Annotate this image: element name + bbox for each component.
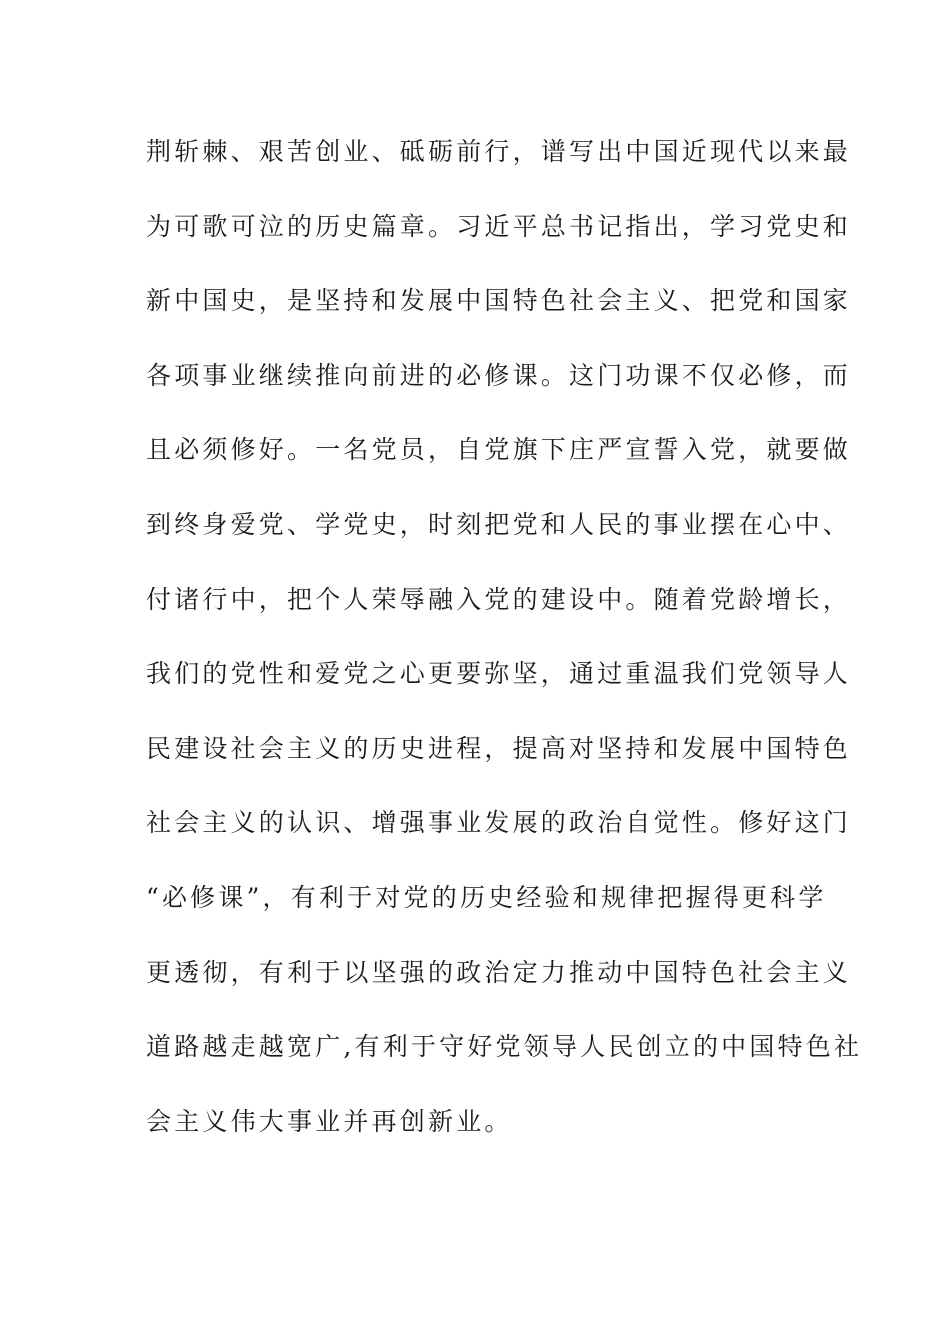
body-paragraph (146, 124, 863, 1168)
paragraph-line-8: 我们的党性和爱党之心更要弥坚，通过重温我们党领导人 (146, 659, 852, 689)
paragraph-line-2: 为可歌可泣的历史篇章。习近平总书记指出，学习党史和 (146, 211, 852, 241)
paragraph-line-9: 民建设社会主义的历史进程，提高对坚持和发展中国特色 (146, 733, 852, 763)
paragraph-line-12: 更透彻，有利于以坚强的政治定力推动中国特色社会主义 (146, 957, 852, 987)
paragraph-line-6: 到终身爱党、学党史，时刻把党和人民的事业摆在心中、 (146, 509, 852, 539)
paragraph-line-10: 社会主义的认识、增强事业发展的政治自觉性。修好这门 (146, 808, 852, 838)
paragraph-line-13: 道路越走越宽广,有利于守好党领导人民创立的中国特色社 (146, 1032, 863, 1062)
paragraph-line-7: 付诸行中，把个人荣辱融入党的建设中。随着党龄增长， (146, 584, 852, 614)
paragraph-line-1: 荆斩棘、艰苦创业、砥砺前行，谱写出中国近现代以来最 (146, 137, 852, 166)
paragraph-line-5: 且必须修好。一名党员，自党旗下庄严宣誓入党，就要做 (146, 435, 852, 465)
paragraph-line-4: 各项事业继续推向前进的必修课。这门功课不仅必修，而 (146, 360, 852, 390)
paragraph-line-3: 新中国史，是坚持和发展中国特色社会主义、把党和国家 (146, 286, 852, 316)
paragraph-line-11: “必修课”，有利于对党的历史经验和规律把握得更科学 (146, 882, 827, 912)
paragraph-line-14: 会主义伟大事业并再创新业。 (146, 1106, 513, 1136)
